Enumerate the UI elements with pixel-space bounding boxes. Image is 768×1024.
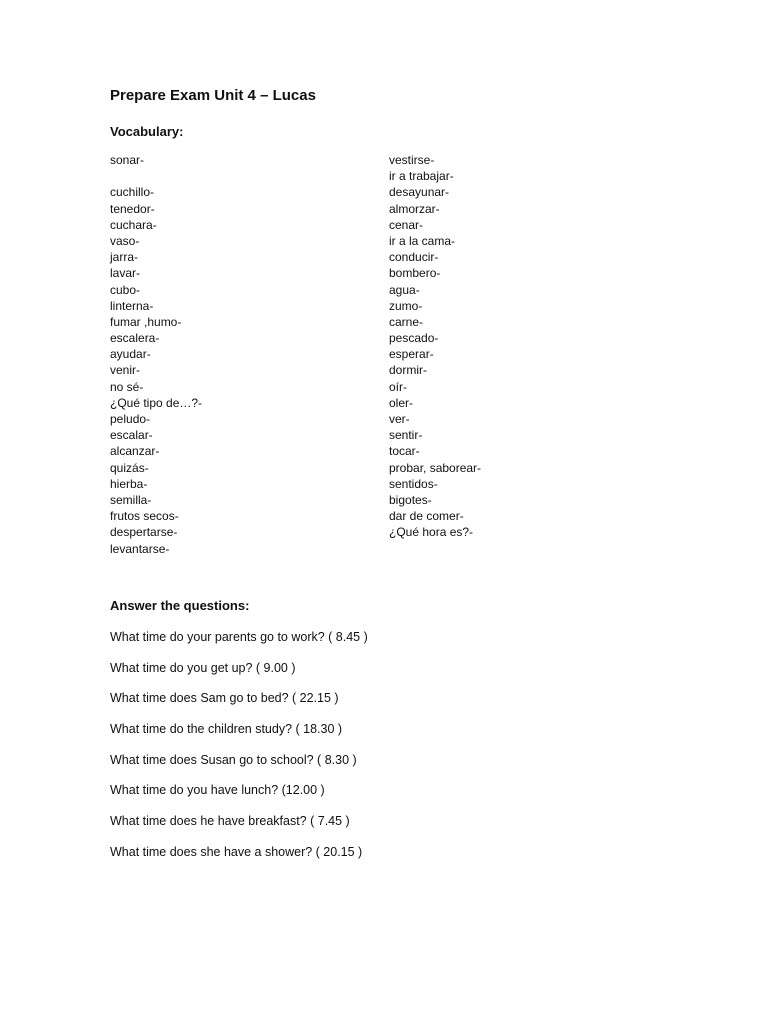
vocabulary-item: alcanzar- bbox=[110, 444, 160, 459]
vocabulary-heading: Vocabulary: bbox=[110, 124, 184, 139]
vocabulary-item: ¿Qué tipo de…?- bbox=[110, 395, 203, 410]
vocabulary-item: venir- bbox=[110, 363, 141, 378]
vocabulary-item: peludo- bbox=[110, 412, 151, 426]
vocabulary-item: sentir- bbox=[389, 428, 423, 443]
vocabulary-item: ir a la cama- bbox=[389, 233, 456, 248]
vocabulary-item: levantarse- bbox=[110, 541, 170, 556]
question-item: What time does Sam go to bed? ( 22.15 ) bbox=[110, 691, 339, 706]
vocabulary-item: tenedor- bbox=[110, 201, 155, 216]
vocabulary-item: oír- bbox=[389, 379, 407, 394]
vocabulary-item: cenar- bbox=[389, 217, 424, 232]
vocabulary-item: hierba- bbox=[110, 476, 148, 491]
vocabulary-item: cuchillo- bbox=[110, 185, 155, 200]
vocabulary-item: ir a trabajar- bbox=[389, 169, 454, 184]
vocabulary-item: agua- bbox=[389, 282, 420, 297]
vocabulary-item: dar de comer- bbox=[389, 509, 464, 524]
vocabulary-item: vestirse- bbox=[389, 153, 435, 167]
question-item: What time do your parents go to work? ( 8.45 ) bbox=[110, 630, 368, 644]
vocabulary-item: ¿Qué hora es?- bbox=[389, 525, 474, 540]
vocabulary-item: carne- bbox=[389, 314, 424, 329]
vocabulary-list-right bbox=[389, 152, 481, 541]
question-item: What time does she have a shower? ( 20.15 ) bbox=[110, 844, 363, 859]
vocabulary-item: cuchara- bbox=[110, 217, 157, 232]
vocabulary-item: fumar ,humo- bbox=[110, 314, 182, 329]
vocabulary-item: despertarse- bbox=[110, 525, 178, 540]
vocabulary-item: quizás- bbox=[110, 460, 149, 475]
vocabulary-item: bigotes- bbox=[389, 492, 432, 507]
vocabulary-item: oler- bbox=[389, 395, 414, 410]
vocabulary-item: jarra- bbox=[110, 250, 139, 265]
vocabulary-item: bombero- bbox=[389, 266, 441, 281]
questions-heading: Answer the questions: bbox=[110, 598, 250, 613]
vocabulary-list-left bbox=[110, 152, 202, 557]
vocabulary-item: desayunar- bbox=[389, 185, 450, 200]
vocabulary-item: probar, saborear- bbox=[389, 460, 482, 475]
vocabulary-item: lavar- bbox=[110, 266, 141, 281]
vocabulary-item: sonar- bbox=[110, 153, 145, 167]
vocabulary-item: semilla- bbox=[110, 492, 152, 507]
question-item: What time do you get up? ( 9.00 ) bbox=[110, 660, 296, 675]
vocabulary-item: escalar- bbox=[110, 428, 153, 443]
vocabulary-item: escalera- bbox=[110, 331, 160, 346]
vocabulary-item: no sé- bbox=[110, 379, 144, 394]
vocabulary-item: vaso- bbox=[110, 233, 140, 248]
vocabulary-item: conducir- bbox=[389, 250, 439, 265]
vocabulary-item: linterna- bbox=[110, 298, 154, 313]
vocabulary-item: cubo- bbox=[110, 282, 141, 297]
vocabulary-item: esperar- bbox=[389, 347, 434, 362]
vocabulary-item: almorzar- bbox=[389, 201, 440, 216]
page-title: Prepare Exam Unit 4 – Lucas bbox=[110, 87, 316, 104]
question-item: What time does Susan go to school? ( 8.30 ) bbox=[110, 752, 357, 767]
vocabulary-item: dormir- bbox=[389, 363, 427, 378]
vocabulary-item: tocar- bbox=[389, 444, 420, 459]
question-item: What time do the children study? ( 18.30 ) bbox=[110, 722, 343, 737]
vocabulary-item: ayudar- bbox=[110, 347, 151, 362]
question-item: What time does he have breakfast? ( 7.45 ) bbox=[110, 814, 350, 829]
vocabulary-item: sentidos- bbox=[389, 476, 438, 491]
vocabulary-item: zumo- bbox=[389, 298, 423, 313]
vocabulary-item: pescado- bbox=[389, 331, 439, 346]
vocabulary-item: ver- bbox=[389, 412, 410, 426]
question-list bbox=[110, 629, 368, 875]
question-item: What time do you have lunch? (12.00 ) bbox=[110, 783, 325, 798]
vocabulary-item: frutos secos- bbox=[110, 509, 179, 524]
